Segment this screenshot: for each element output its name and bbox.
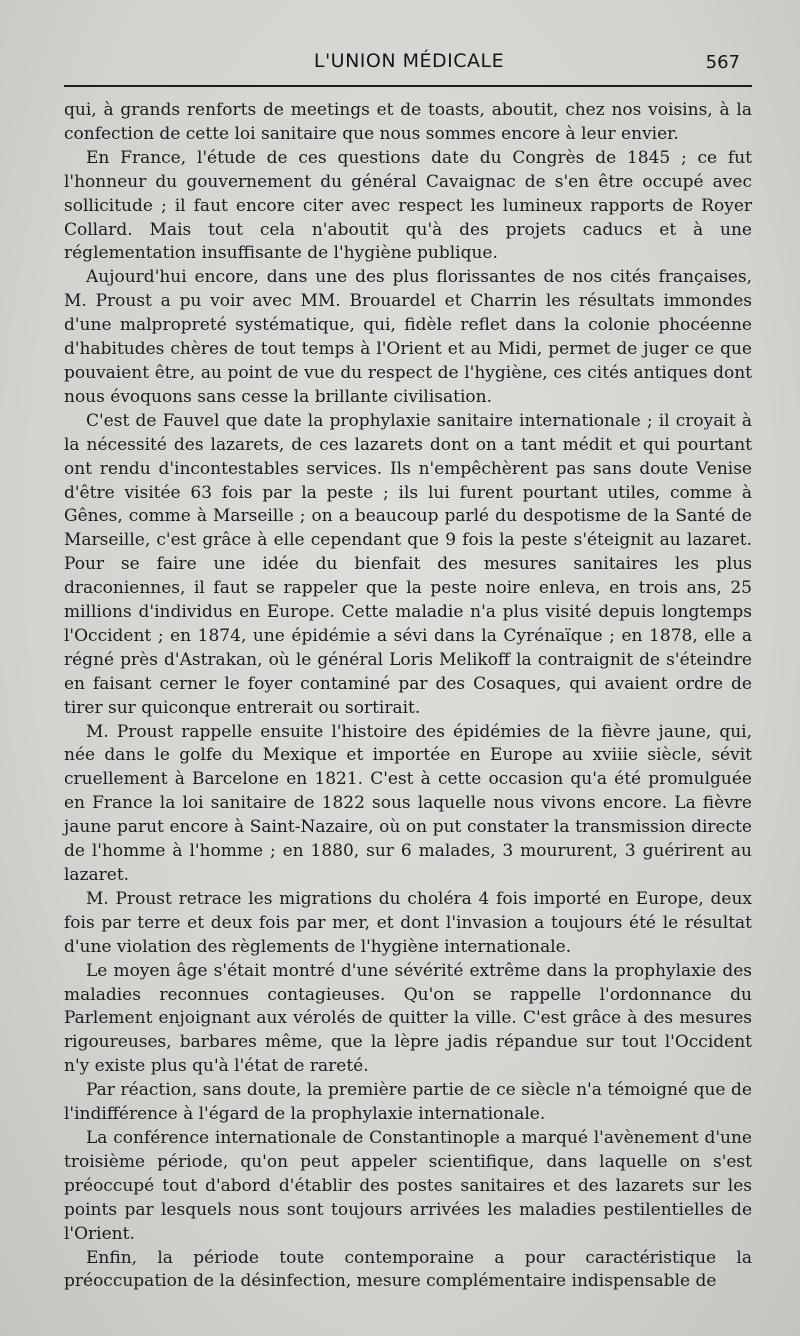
paragraph: Le moyen âge s'était montré d'une sévérité extrême dans la prophylaxie des maladies reconnues contagieuses. Qu'on se rappelle l'ordonnance du Parlement enjoignant aux vérolés de quitter la ville. C'est grâce à des mesures rigoureuses, barbares même, que la lèpre jadis répandue sur tout l'Occident n'y existe plus qu'à l'état de rareté. [64, 960, 752, 1077]
paragraph: Par réaction, sans doute, la première partie de ce siècle n'a témoigné que de l'indifférence à l'égard de la prophylaxie internationale. [64, 1080, 752, 1125]
body-text [64, 99, 752, 1294]
paragraph: C'est de Fauvel que date la prophylaxie sanitaire internationale ; il croyait à la nécessité des lazarets, de ces lazarets dont on a tant médit et qui pourtant ont rendu d'incontestables services. Ils n'empêchèrent pas sans doute Venise d'être visitée 63 fois par la peste ; ils lui furent pourtant utiles, comme à Gênes, comme à Marseille ; on a beaucoup parlé du despotisme de la Santé de Marseille, c'est grâce à elle cependant que 9 fois la peste s'éteignit au lazaret. Pour se faire une idée du bienfait des mesures sanitaires les plus draconiennes, il faut se rappeler que la peste noire enleva, en trois ans, 25 millions d'individus en Europe. Cette maladie n'a plus visité depuis longtemps l'Occident ; en 1874, une épidémie a sévi dans la Cyrénaïque ; en 1878, elle a régné près d'Astrakan, où le général Loris Melikoff la contraignit de s'éteindre en faisant cerner le foyer contaminé par des Cosaques, qui avaient ordre de tirer sur quiconque entrerait ou sortirait. [64, 410, 752, 718]
paragraph: qui, à grands renforts de meetings et de toasts, aboutit, chez nos voisins, à la confection de cette loi sanitaire que nous sommes encore à leur envier. [64, 100, 752, 144]
paragraph: La conférence internationale de Constantinople a marqué l'avènement d'une troisième période, qu'on peut appeler scientifique, dans laquelle on s'est préoccupé tout d'abord d'établir des postes sanitaires et des lazarets sur les points par lesquels nous sont toujours arrivées les maladies pestilentielles de l'Orient. [64, 1127, 752, 1244]
header-rule [64, 85, 752, 87]
paragraph: M. Proust rappelle ensuite l'histoire des épidémies de la fièvre jaune, qui, née dans le golfe du Mexique et importée en Europe au xviiie siècle, sévit cruellement à Barcelone en 1821. C'est à cette occasion qu'a été promulguée en France la loi sanitaire de 1822 sous laquelle nous vivons encore. La fièvre jaune parut encore à Saint-Nazaire, où on put constater la transmission directe de l'homme à l'homme ; en 1880, sur 6 malades, 3 moururent, 3 guérirent au lazaret. [64, 721, 752, 885]
page-header [66, 48, 752, 82]
page-number: 567 [705, 52, 740, 73]
paragraph: Enfin, la période toute contemporaine a pour caractéristique la préoccupation de la désinfection, mesure complémentaire indispensable de [64, 1247, 752, 1292]
paragraph: En France, l'étude de ces questions date du Congrès de 1845 ; ce fut l'honneur du gouvernement du général Cavaignac de s'en être occupé avec sollicitude ; il faut encore citer avec respect les lumineux rapports de Royer Collard. Mais tout cela n'aboutit qu'à des projets caducs et à une réglementation insuffisante de l'hygiène publique. [64, 147, 752, 264]
paragraph: Aujourd'hui encore, dans une des plus florissantes de nos cités françaises, M. Proust a pu voir avec MM. Brouardel et Charrin les résultats immondes d'une malpropreté systématique, qui, fidèle reflet dans la colonie phocéenne d'habitudes chères de tout temps à l'Orient et au Midi, permet de juger ce que pouvaient être, au point de vue du respect de l'hygiène, ces cités antiques dont nous évoquons sans cesse la brillante civilisation. [64, 267, 752, 407]
running-title: L'UNION MÉDICALE [313, 50, 505, 72]
paragraph: M. Proust retrace les migrations du choléra 4 fois importé en Europe, deux fois par terre et deux fois par mer, et dont l'invasion a toujours été le résultat d'une violation des règlements de l'hygiène internationale. [64, 888, 752, 957]
